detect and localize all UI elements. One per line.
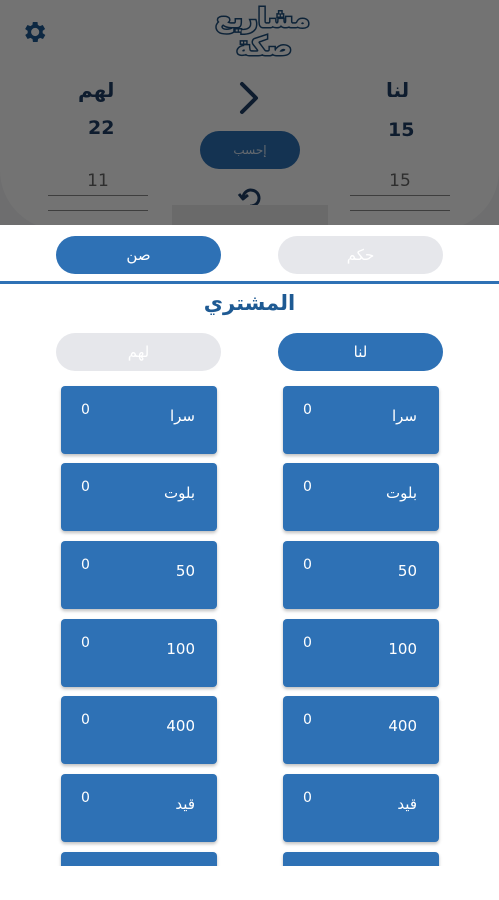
card-us-50[interactable] bbox=[283, 541, 439, 609]
card-count: 0 bbox=[303, 635, 312, 651]
card-label: 400 bbox=[388, 717, 417, 735]
dim-overlay[interactable] bbox=[0, 0, 499, 230]
card-count: 0 bbox=[81, 635, 90, 651]
tab-them[interactable]: لهم bbox=[56, 333, 221, 371]
card-us-100[interactable] bbox=[283, 619, 439, 687]
card-label: 50 bbox=[175, 562, 195, 580]
card-count: 0 bbox=[303, 712, 312, 728]
card-them-sira[interactable] bbox=[61, 386, 217, 454]
card-us-400[interactable] bbox=[283, 696, 439, 764]
card-them-50[interactable] bbox=[61, 541, 217, 609]
card-count: 0 bbox=[81, 790, 90, 806]
bottom-edge bbox=[0, 866, 499, 900]
divider bbox=[0, 281, 499, 284]
card-them-baloot[interactable] bbox=[61, 463, 217, 531]
card-us-qaid[interactable] bbox=[283, 774, 439, 842]
card-them-100[interactable] bbox=[61, 619, 217, 687]
card-count: 0 bbox=[81, 712, 90, 728]
card-count: 0 bbox=[303, 557, 312, 573]
card-label: 100 bbox=[166, 640, 195, 658]
card-label: سرا bbox=[169, 407, 195, 425]
card-label: بلوت bbox=[385, 484, 417, 502]
card-them-400[interactable] bbox=[61, 696, 217, 764]
card-label: قيد bbox=[175, 795, 195, 813]
section-title: المشتري bbox=[203, 291, 296, 315]
card-us-sira[interactable] bbox=[283, 386, 439, 454]
card-them-qaid[interactable] bbox=[61, 774, 217, 842]
card-label: 400 bbox=[166, 717, 195, 735]
tab-hokm[interactable]: حكم bbox=[278, 236, 443, 274]
card-label: 100 bbox=[388, 640, 417, 658]
card-count: 0 bbox=[81, 557, 90, 573]
card-label: بلوت bbox=[163, 484, 195, 502]
card-count: 0 bbox=[81, 402, 90, 418]
tab-us[interactable]: لنا bbox=[278, 333, 443, 371]
card-count: 0 bbox=[81, 479, 90, 495]
card-us-baloot[interactable] bbox=[283, 463, 439, 531]
card-count: 0 bbox=[303, 790, 312, 806]
card-count: 0 bbox=[303, 402, 312, 418]
card-label: قيد bbox=[397, 795, 417, 813]
card-count: 0 bbox=[303, 479, 312, 495]
tab-sun[interactable]: صن bbox=[56, 236, 221, 274]
card-label: 50 bbox=[397, 562, 417, 580]
card-label: سرا bbox=[391, 407, 417, 425]
background-screen bbox=[0, 0, 499, 230]
